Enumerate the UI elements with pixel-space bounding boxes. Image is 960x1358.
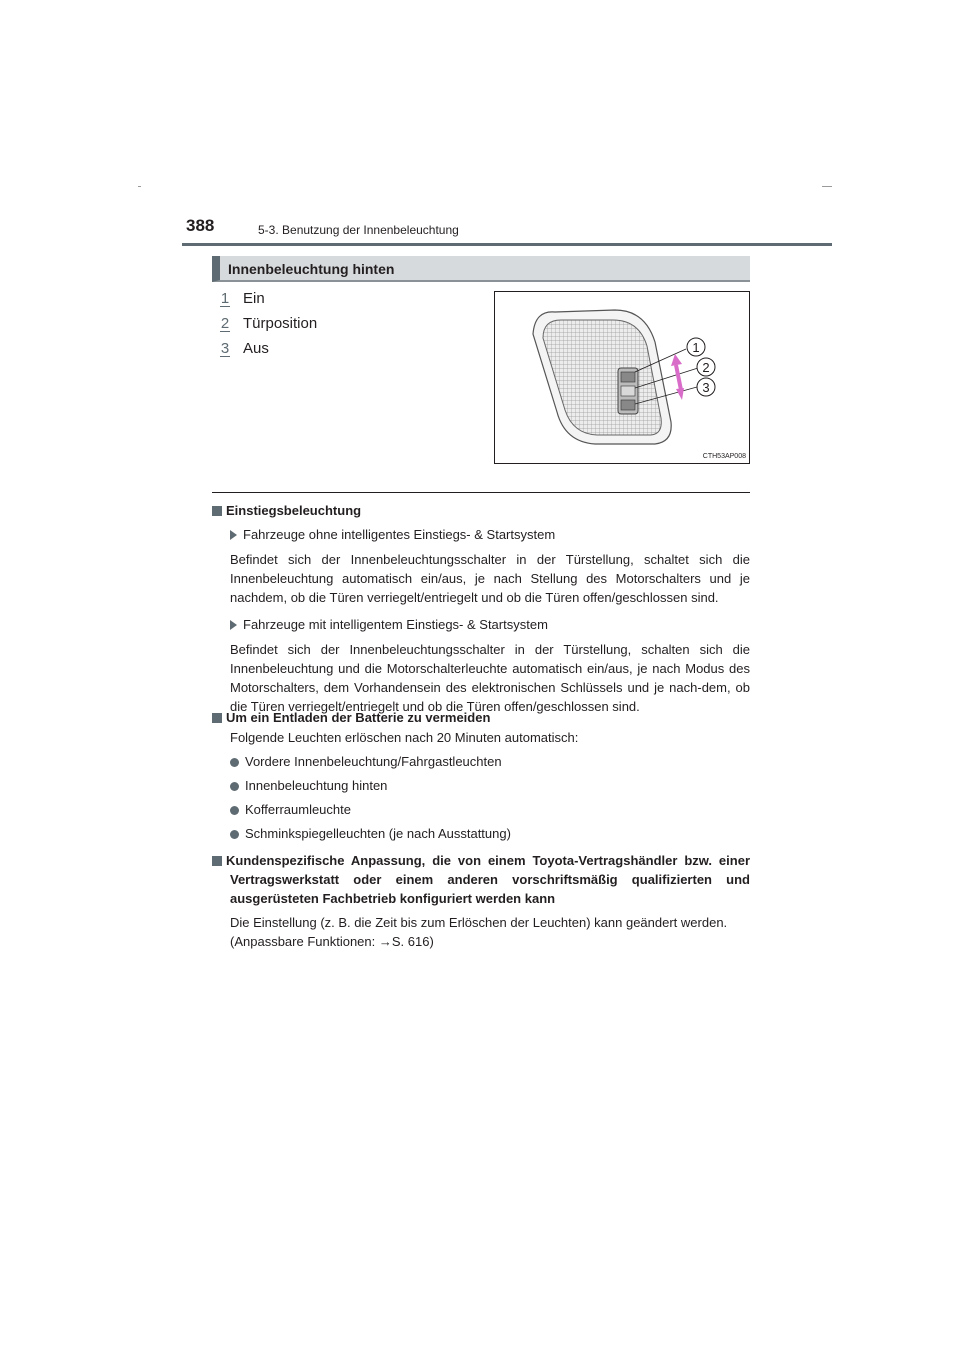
switch-position-2 — [621, 386, 635, 396]
vehicle-variant: Fahrzeuge ohne intelligentes Einstiegs- & Startsystem — [212, 525, 750, 544]
item-label: Ein — [243, 290, 265, 307]
figure-code: CTH53AP008 — [702, 453, 746, 460]
rear-interior-light-illustration — [495, 292, 749, 463]
numbered-item — [220, 290, 265, 307]
square-bullet-icon — [212, 856, 222, 866]
header-rule — [182, 243, 832, 246]
section-title: Innenbeleuchtung hinten — [228, 261, 395, 277]
einstieg-section — [212, 501, 750, 716]
callout-1 — [687, 338, 705, 356]
section-heading — [212, 256, 750, 282]
page-number: 388 — [186, 216, 215, 235]
item-number: 2 — [220, 315, 230, 332]
switch-position-3 — [621, 400, 635, 410]
list-item: Vordere Innenbeleuchtung/Fahrgastleuchten — [212, 752, 750, 771]
subsection-heading: Einstiegsbeleuchtung — [212, 501, 750, 520]
item-number: 3 — [220, 340, 230, 357]
square-bullet-icon — [212, 506, 222, 516]
item-number: 1 — [220, 290, 230, 307]
callout-label: 3 — [702, 380, 710, 395]
subsection-heading: Um ein Entladen der Batterie zu vermeiden — [212, 708, 750, 727]
batterie-section — [212, 708, 750, 843]
callout-label: 2 — [702, 360, 710, 375]
crop-mark-right — [822, 186, 832, 187]
callout-2 — [697, 358, 715, 376]
list-item: Schminkspiegelleuchten (je nach Ausstattung) — [212, 824, 750, 843]
paragraph: Befindet sich der Innenbeleuchtungsschalter in der Türstellung, schalten sich die Innenbeleuchtung und die Motorschalterleuchte automatisch ein/aus, je nach Modus des Motorschalters, dem Vorhandensein des elektronischen Schlüssels und je nach-dem, ob die Türen verriegelt/entriegelt und ob die Türen offen/geschlossen sind. — [230, 642, 750, 714]
triangle-bullet-icon — [230, 620, 237, 630]
section-divider — [212, 492, 750, 493]
crop-mark-left — [138, 186, 141, 187]
subsection-heading: Kundenspezifische Anpassung, die von einem Toyota-Vertragshändler bzw. einer Vertragswerkstatt oder einem anderen vorschriftsmäßig qualifizierten und ausgerüsteten Fachbetrieb konfiguriert werden kann — [212, 851, 750, 908]
cross-reference: (Anpassbare Funktionen: →S. 616) — [230, 934, 434, 949]
dot-bullet-icon — [230, 758, 239, 767]
rear-light-figure — [494, 291, 750, 464]
paragraph: Die Einstellung (z. B. die Zeit bis zum Erlöschen der Leuchten) kann geändert werden. — [230, 915, 728, 930]
numbered-item — [220, 315, 318, 332]
switch-position-1 — [621, 372, 635, 382]
arrow-head-down — [676, 388, 684, 400]
paragraph: Befindet sich der Innenbeleuchtungsschalter in der Türstellung, schaltet sich die Innenbeleuchtung automatisch ein/aus, je nach Stellung des Motorschalters und je nachdem, ob die Türen verriegelt/entriegelt und ob die Türen offen/geschlossen sind. — [230, 552, 750, 605]
paragraph: Folgende Leuchten erlöschen nach 20 Minuten automatisch: — [230, 730, 579, 745]
callout-3 — [697, 378, 715, 396]
item-label: Türposition — [243, 315, 318, 332]
anpassung-section — [212, 851, 750, 951]
chapter-title: 5-3. Benutzung der Innenbeleuchtung — [258, 223, 459, 237]
vehicle-variant: Fahrzeuge mit intelligentem Einstiegs- & Startsystem — [212, 615, 750, 634]
arrow-head-up — [671, 354, 682, 366]
list-item: Innenbeleuchtung hinten — [212, 776, 750, 795]
numbered-item — [220, 340, 269, 357]
list-item: Kofferraumleuchte — [212, 800, 750, 819]
triangle-bullet-icon — [230, 530, 237, 540]
dot-bullet-icon — [230, 806, 239, 815]
item-label: Aus — [243, 340, 269, 357]
dot-bullet-icon — [230, 830, 239, 839]
callout-label: 1 — [692, 340, 700, 355]
square-bullet-icon — [212, 713, 222, 723]
dot-bullet-icon — [230, 782, 239, 791]
switch-arrow — [676, 365, 681, 390]
